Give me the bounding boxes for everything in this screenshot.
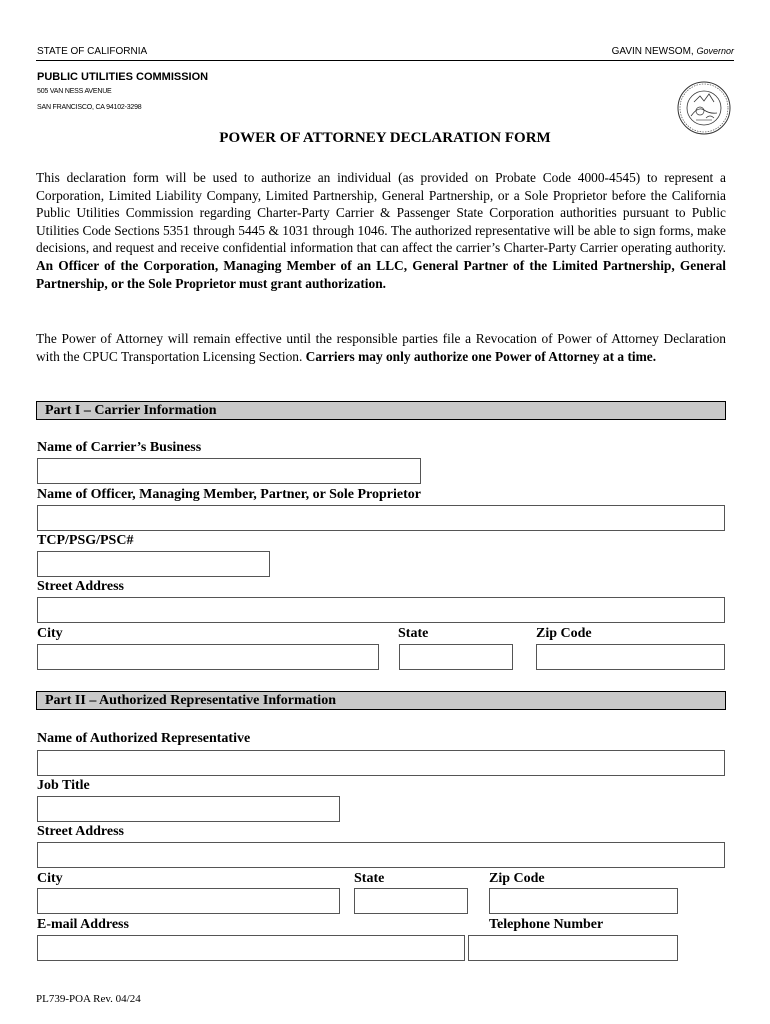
tcp-number-label: TCP/PSG/PSC# <box>37 533 134 548</box>
officer-name-field[interactable] <box>37 505 725 531</box>
job-title-label: Job Title <box>37 778 90 793</box>
agency-name: PUBLIC UTILITIES COMMISSION <box>37 71 209 83</box>
rep-city-label: City <box>37 871 63 886</box>
rep-street-address-label: Street Address <box>37 824 124 839</box>
agency-address-line1: 505 VAN NESS AVENUE <box>37 88 112 95</box>
tcp-number-field[interactable] <box>37 551 270 577</box>
intro-text-1: This declaration form will be used to authorize an individual (as provided on Probate Code 4000-4545) to represent a Corporation, Limited Liability Company, Limited Partnership, General Partnership, or a Sole Proprietor before the California Public Utilities Commission regarding Charter-Party Carrier & Passenger State Corporation authorities pursuant to Public Utilities Code Sections 5351 through 5445 & 1031 through 1046. The authorized representative will be able to sign forms, make decisions, and request and receive confidential information that can affect the carrier’s Charter-Party Carrier operating authority. <box>36 170 726 256</box>
intro-paragraph-2 <box>36 330 726 365</box>
email-field[interactable] <box>37 935 465 961</box>
governor-title: Governor <box>696 46 734 56</box>
state-label: STATE OF CALIFORNIA <box>37 46 148 57</box>
carrier-street-address-field[interactable] <box>37 597 725 623</box>
rep-city-field[interactable] <box>37 888 340 914</box>
governor-label <box>612 46 734 57</box>
governor-name: GAVIN NEWSOM, <box>611 46 694 57</box>
rep-state-field[interactable] <box>354 888 468 914</box>
carrier-zip-label: Zip Code <box>536 626 592 641</box>
rep-zip-label: Zip Code <box>489 871 545 886</box>
carrier-street-address-label: Street Address <box>37 579 124 594</box>
part2-heading-text: Part II – Authorized Representative Information <box>45 693 336 708</box>
california-state-seal-icon <box>676 80 732 136</box>
agency-address-line2: SAN FRANCISCO, CA 94102-3298 <box>37 104 142 111</box>
intro-bold-1: An Officer of the Corporation, Managing Member of an LLC, General Partner of the Limited Partnership, General Partnership, or the Sole Proprietor must grant authorization. <box>36 257 726 291</box>
part1-heading <box>36 401 726 420</box>
officer-name-label: Name of Officer, Managing Member, Partner, or Sole Proprietor <box>37 487 422 502</box>
rep-name-field[interactable] <box>37 750 725 776</box>
header-divider <box>36 60 734 61</box>
carrier-business-name-field[interactable] <box>37 458 421 484</box>
intro-text-2: The Power of Attorney will remain effective until the responsible parties file a Revocation of Power of Attorney Declaration with the CPUC Transportation Licensing Section. <box>36 331 726 364</box>
intro-bold-2: Carriers may only authorize one Power of Attorney at a time. <box>305 348 657 364</box>
carrier-state-field[interactable] <box>399 644 513 670</box>
carrier-zip-field[interactable] <box>536 644 725 670</box>
form-title: POWER OF ATTORNEY DECLARATION FORM <box>219 130 551 146</box>
email-label: E-mail Address <box>37 917 129 932</box>
carrier-state-label: State <box>398 626 429 641</box>
part1-heading-text: Part I – Carrier Information <box>45 403 217 418</box>
phone-field[interactable] <box>468 935 678 961</box>
carrier-city-label: City <box>37 626 63 641</box>
carrier-business-name-label: Name of Carrier’s Business <box>37 440 202 455</box>
form-revision-footer: PL739-POA Rev. 04/24 <box>36 993 141 1005</box>
rep-state-label: State <box>354 871 385 886</box>
intro-paragraph-1 <box>36 169 726 292</box>
rep-street-address-field[interactable] <box>37 842 725 868</box>
phone-label: Telephone Number <box>489 917 604 932</box>
rep-name-label: Name of Authorized Representative <box>37 731 251 746</box>
carrier-city-field[interactable] <box>37 644 379 670</box>
job-title-field[interactable] <box>37 796 340 822</box>
part2-heading <box>36 691 726 710</box>
rep-zip-field[interactable] <box>489 888 678 914</box>
